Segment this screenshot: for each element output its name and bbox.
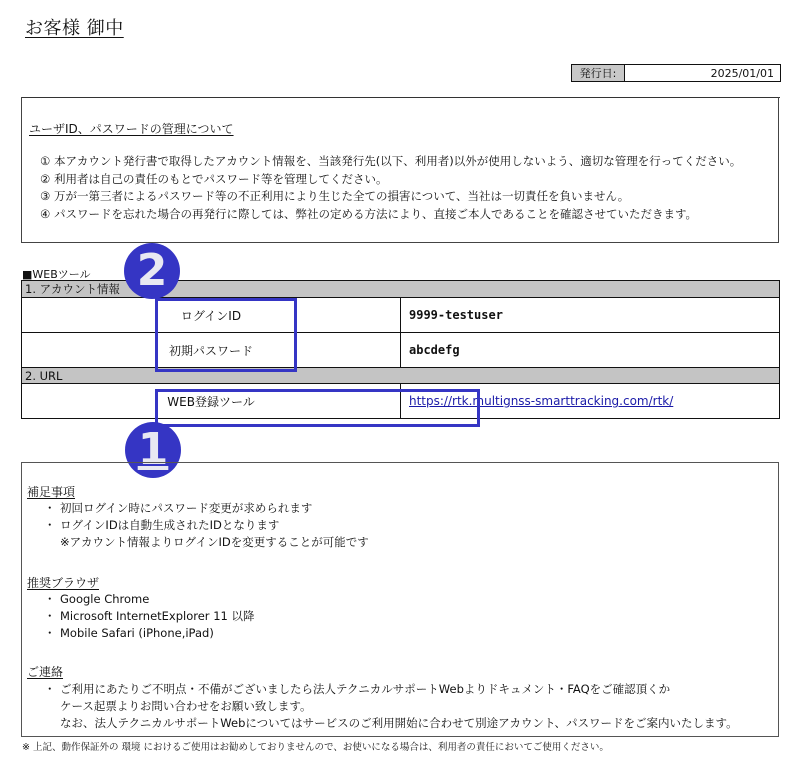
contact-continuation: ケース起票よりお問い合わせをお願い致します。 <box>60 699 312 713</box>
list-item: ・ Microsoft InternetExplorer 11 以降 <box>44 609 255 623</box>
url-highlight-box <box>155 389 480 427</box>
step-2-badge <box>124 243 180 299</box>
list-item: ・ Google Chrome <box>44 592 150 606</box>
password-value: abcdefg <box>401 333 780 368</box>
supplement-note: ※アカウント情報よりログインIDを変更することが可能です <box>60 535 369 549</box>
supplement-list <box>44 500 369 551</box>
url-label: WEB登録ツール <box>22 384 401 419</box>
url-section-header: 2. URL <box>22 368 780 384</box>
table-row <box>22 333 780 368</box>
footnote: ※ 上記、動作保証外の 環境 におけるご使用はお勧めしておりませんので、お使いになる場合は、利用者の責任においてご使用ください。 <box>22 742 609 753</box>
list-item: ・ Mobile Safari (iPhone,iPad) <box>44 626 214 640</box>
list-item: ・ ご利用にあたりご不明点・不備がございましたら法人テクニカルサポートWebよりドキュメント・FAQをご確認頂くか <box>44 682 671 696</box>
web-tool-section-label: ■WEBツール <box>22 268 91 281</box>
management-heading: ユーザID、パスワードの管理について <box>29 122 234 136</box>
issue-date-value: 2025/01/01 <box>625 65 780 81</box>
credentials-highlight-box <box>155 298 297 372</box>
login-id-value: 9999-testuser <box>401 298 780 333</box>
login-id-label: ログインID <box>22 298 401 333</box>
contact-heading: ご連絡 <box>27 665 64 679</box>
browser-heading: 推奨ブラウザ <box>27 576 100 590</box>
url-section-row <box>22 368 780 384</box>
web-tool-url-link[interactable]: https://rtk.multignss-smarttracking.com/rtk/ <box>409 394 674 408</box>
step-2-number: 2 <box>136 245 168 296</box>
management-item: ③ 万が一第三者によるパスワード等の不正利用により生じた全ての損害について、当社は一切責任を負いません。 <box>40 189 630 203</box>
table-row <box>22 298 780 333</box>
account-section-header: 1. アカウント情報 <box>22 281 780 298</box>
browser-list <box>44 591 254 642</box>
contact-continuation: なお、法人テクニカルサポートWebについてはサービスのご利用開始に合わせて別途アカウント、パスワードをご案内いたします。 <box>60 716 738 730</box>
management-list <box>40 153 741 223</box>
contact-list <box>44 681 738 732</box>
page-title: お客様 御中 <box>25 18 124 39</box>
step-1-number: 1 <box>137 424 169 475</box>
password-label: 初期パスワード <box>22 333 401 368</box>
issue-date-box <box>571 64 781 82</box>
management-item: ④ パスワードを忘れた場合の再発行に際しては、弊社の定める方法により、直接ご本人であることを確認させていただきます。 <box>40 206 698 221</box>
list-item: ・ 初回ログイン時にパスワード変更が求められます <box>44 501 313 515</box>
management-item: ② 利用者は自己の責任のもとでパスワード等を管理してください。 <box>40 171 388 186</box>
management-item: ① 本アカウント発行書で取得したアカウント情報を、当該発行先(以下、利用者)以外が使用しないよう、適切な管理を行ってください。 <box>40 154 742 168</box>
supplement-heading: 補足事項 <box>27 485 76 499</box>
issue-date-label: 発行日: <box>572 65 625 81</box>
list-item: ・ ログインIDは自動生成されたIDとなります <box>44 518 280 532</box>
